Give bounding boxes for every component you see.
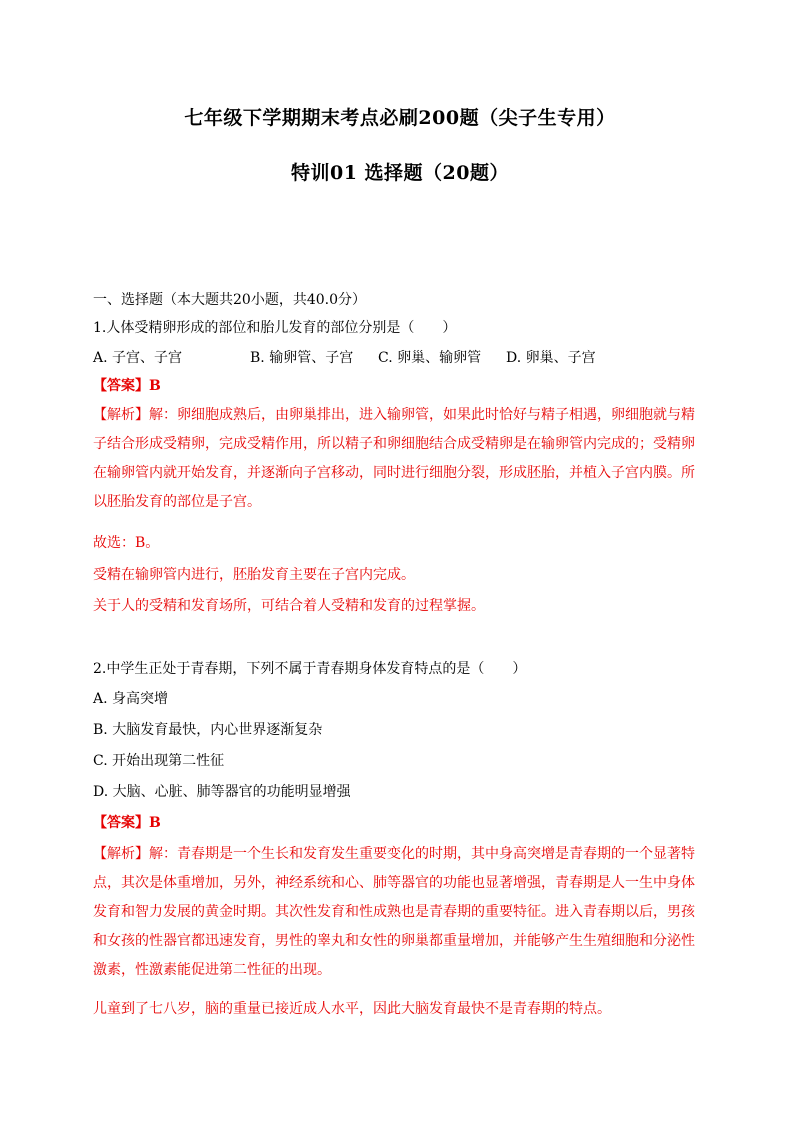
q1-option-d: D. 卵巢、子宫: [506, 350, 596, 366]
q2-analysis-line: 激素，性激素能促进第二性征的出现。: [93, 962, 331, 978]
q1-option-a: A. 子宫、子宫: [93, 350, 183, 366]
q1-note: 受精在输卵管内进行，胚胎发育主要在子宫内完成。: [93, 567, 415, 583]
document-title: 七年级下学期期末考点必刷200题（尖子生专用）: [184, 107, 616, 129]
q2-stem: 2.中学生正处于青春期，下列不属于青春期身体发育特点的是（ ）: [93, 661, 527, 677]
q1-stem: 1.人体受精卵形成的部位和胎儿发育的部位分别是（ ）: [93, 320, 457, 336]
q2-option-a: A. 身高突增: [93, 691, 169, 707]
q1-option-c: C. 卵巢、输卵管: [378, 350, 482, 366]
q2-answer: 【答案】B: [93, 815, 161, 831]
q2-analysis-line: 发育和智力发展的黄金时期。其次性发育和性成熟也是青春期的重要特征。进入青春期以后，男孩: [93, 904, 695, 920]
q1-analysis-line: 【解析】解：卵细胞成熟后，由卵巢排出，进入输卵管，如果此时恰好与精子相遇，卵细胞就与精: [93, 407, 695, 423]
q1-analysis-line: 以胚胎发育的部位是子宫。: [93, 494, 261, 510]
q1-option-b: B. 输卵管、子宫: [250, 350, 354, 366]
q1-analysis-line: 子结合形成受精卵，完成受精作用，所以精子和卵细胞结合成受精卵是在输卵管内完成的；受精卵: [93, 436, 695, 452]
section-heading: 一、选择题（本大题共20小题，共40.0分）: [93, 292, 366, 308]
q1-note: 关于人的受精和发育场所，可结合着人受精和发育的过程掌握。: [93, 598, 485, 614]
q2-analysis-line: 点，其次是体重增加，另外，神经系统和心、肺等器官的功能也显著增强，青春期是人一生中身体: [93, 875, 695, 891]
q1-choice: 故选：B。: [93, 535, 160, 551]
q2-option-c: C. 开始出现第二性征: [93, 753, 225, 769]
q2-option-d: D. 大脑、心脏、肺等器官的功能明显增强: [93, 784, 351, 800]
q1-answer: 【答案】B: [93, 378, 161, 394]
q1-options: [93, 347, 713, 367]
q1-analysis-line: 在输卵管内就开始发育，并逐渐向子宫移动，同时进行细胞分裂，形成胚胎，并植入子宫内膜。所: [93, 465, 695, 481]
document-subtitle: 特训01 选择题（20题）: [291, 162, 509, 184]
q2-option-b: B. 大脑发育最快，内心世界逐渐复杂: [93, 722, 323, 738]
q2-note: 儿童到了七八岁，脑的重量已接近成人水平，因此大脑发育最快不是青春期的特点。: [93, 1001, 611, 1017]
q2-analysis-line: 和女孩的性器官都迅速发育，男性的睾丸和女性的卵巢都重量增加，并能够产生生殖细胞和分泌性: [93, 933, 695, 949]
q2-analysis-line: 【解析】解：青春期是一个生长和发育发生重要变化的时期，其中身高突增是青春期的一个显著特: [93, 846, 695, 862]
